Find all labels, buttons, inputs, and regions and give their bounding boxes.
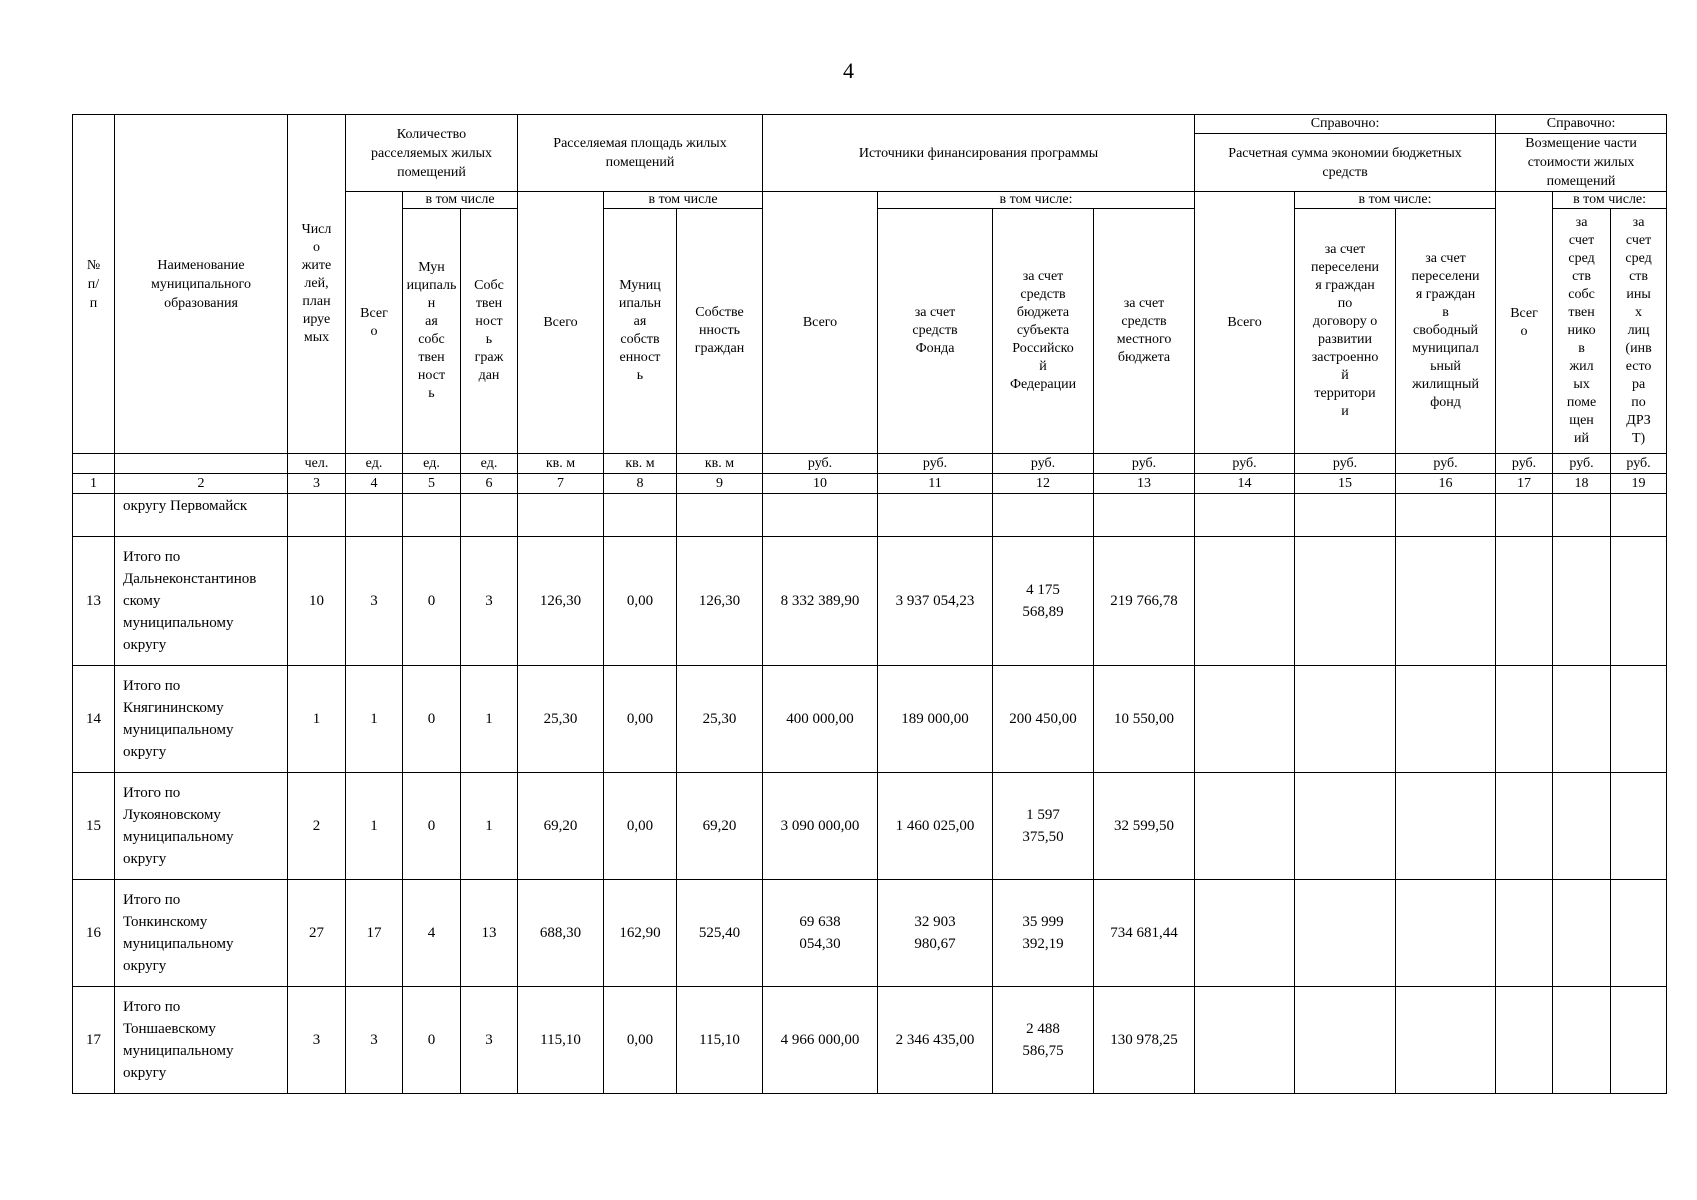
municipality-name: Итого по Княгининскому муниципальному округу: [115, 666, 288, 773]
cell-units-priv: 3: [461, 537, 518, 666]
header-ref2: Справочно:: [1496, 115, 1667, 134]
empty-cell: [1611, 666, 1667, 773]
empty-cell: [1295, 773, 1396, 880]
cell-area-priv: 525,40: [677, 880, 763, 987]
table-row: [73, 880, 1667, 987]
cell-residents: 1: [288, 666, 346, 773]
empty-cell: [1295, 880, 1396, 987]
unit-cell: руб.: [878, 454, 993, 474]
header-c6: Собс твен ност ь граж дан: [461, 209, 518, 454]
cell-area-total: 688,30: [518, 880, 604, 987]
unit-cell: чел.: [288, 454, 346, 474]
unit-cell: руб.: [1396, 454, 1496, 474]
unit-cell: [115, 454, 288, 474]
header-c8: Муниц ипальн ая собств енност ь: [604, 209, 677, 454]
empty-cell: [1396, 666, 1496, 773]
cell-fin-total: 8 332 389,90: [763, 537, 878, 666]
table-row: [73, 773, 1667, 880]
header-c7: Всего: [518, 192, 604, 454]
header-c14: Всего: [1195, 192, 1295, 454]
cell-units-mun: 4: [403, 880, 461, 987]
program-table: [72, 114, 1667, 1094]
cell-fin-fund: 32 903 980,67: [878, 880, 993, 987]
cell-num: 17: [73, 987, 115, 1094]
empty-cell: [1496, 666, 1553, 773]
cell-fin-region: 200 450,00: [993, 666, 1094, 773]
cell-fin-local: 734 681,44: [1094, 880, 1195, 987]
cell-residents: 2: [288, 773, 346, 880]
header-c5: Мун иципальн ая собс твен ност ь: [403, 209, 461, 454]
header-c17: Всег о: [1496, 192, 1553, 454]
cell-area-priv: 25,30: [677, 666, 763, 773]
cell-residents: 3: [288, 987, 346, 1094]
unit-cell: руб.: [1611, 454, 1667, 474]
header-num: № п/ п: [73, 115, 115, 454]
cell-units-mun: 0: [403, 773, 461, 880]
empty-cell: [1195, 537, 1295, 666]
cell-fin-local: 130 978,25: [1094, 987, 1195, 1094]
cell-fin-local: 10 550,00: [1094, 666, 1195, 773]
empty-cell: [1611, 880, 1667, 987]
cell-area-mun: 0,00: [604, 537, 677, 666]
header-finance-incl: в том числе:: [878, 192, 1195, 209]
column-number: 2: [115, 474, 288, 494]
column-number: 3: [288, 474, 346, 494]
table-row: [73, 987, 1667, 1094]
cell-area-total: 115,10: [518, 987, 604, 1094]
header-c16: за счет переселени я граждан в свободный муниципал ьный жилищный фонд: [1396, 209, 1496, 454]
cell-num: 14: [73, 666, 115, 773]
empty-cell: [1496, 880, 1553, 987]
header-c19: за счет сред ств ины х лиц (инв есто ра по ДРЗ Т): [1611, 209, 1667, 454]
cell-area-mun: 0,00: [604, 987, 677, 1094]
header-count-incl: в том числе: [403, 192, 518, 209]
column-number: 19: [1611, 474, 1667, 494]
cell-fin-fund: 3 937 054,23: [878, 537, 993, 666]
unit-cell: руб.: [1195, 454, 1295, 474]
empty-cell: [1195, 987, 1295, 1094]
empty-cell: [1496, 987, 1553, 1094]
cell-fin-region: 1 597 375,50: [993, 773, 1094, 880]
cell-units-total: 3: [346, 987, 403, 1094]
empty-cell: [1611, 987, 1667, 1094]
cell-fin-region: 35 999 392,19: [993, 880, 1094, 987]
cell-num: 16: [73, 880, 115, 987]
header-compensation-incl: в том числе:: [1553, 192, 1667, 209]
empty-cell: [1295, 987, 1396, 1094]
header-name: Наименование муниципального образования: [115, 115, 288, 454]
cell-area-mun: 0,00: [604, 773, 677, 880]
cell-area-priv: 115,10: [677, 987, 763, 1094]
unit-cell: руб.: [1094, 454, 1195, 474]
header-ref1: Справочно:: [1195, 115, 1496, 134]
empty-cell: [1553, 537, 1611, 666]
cell-units-total: 3: [346, 537, 403, 666]
column-number: 10: [763, 474, 878, 494]
cell-area-mun: 0,00: [604, 666, 677, 773]
page-number: 4: [843, 58, 854, 83]
municipality-name: Итого по Тоншаевскому муниципальному округу: [115, 987, 288, 1094]
municipality-name: Итого по Дальнеконстантинов скому муниципальному округу: [115, 537, 288, 666]
unit-cell: кв. м: [604, 454, 677, 474]
cell-num: 15: [73, 773, 115, 880]
table-row: [73, 666, 1667, 773]
header-c4: Всег о: [346, 192, 403, 454]
empty-cell: [1396, 773, 1496, 880]
empty-cell: [1396, 537, 1496, 666]
column-number: 13: [1094, 474, 1195, 494]
empty-cell: [1611, 773, 1667, 880]
unit-cell: кв. м: [677, 454, 763, 474]
cell-units-mun: 0: [403, 666, 461, 773]
cell-fin-region: 4 175 568,89: [993, 537, 1094, 666]
cell-units-total: 17: [346, 880, 403, 987]
units-row: [73, 454, 1667, 474]
cell-fin-total: 4 966 000,00: [763, 987, 878, 1094]
column-number: 16: [1396, 474, 1496, 494]
data-rows: [73, 537, 1667, 1094]
municipality-name: Итого по Тонкинскому муниципальному округу: [115, 880, 288, 987]
cell-fin-fund: 189 000,00: [878, 666, 993, 773]
municipality-name: округу Первомайск: [115, 494, 288, 537]
cell-area-total: 69,20: [518, 773, 604, 880]
column-number: 7: [518, 474, 604, 494]
header-group-count: Количество расселяемых жилых помещений: [346, 115, 518, 192]
cell-units-mun: 0: [403, 987, 461, 1094]
table-row: [73, 537, 1667, 666]
empty-cell: [1295, 666, 1396, 773]
cell-units-total: 1: [346, 773, 403, 880]
header-c15: за счет переселени я граждан по договору о развитии застроенно й территори и: [1295, 209, 1396, 454]
cell-residents: 10: [288, 537, 346, 666]
unit-cell: ед.: [403, 454, 461, 474]
header-group-compensation: Возмещение части стоимости жилых помещений: [1496, 134, 1667, 192]
unit-cell: руб.: [1553, 454, 1611, 474]
empty-cell: [1553, 666, 1611, 773]
empty-cell: [1195, 773, 1295, 880]
column-number: 18: [1553, 474, 1611, 494]
empty-cell: [1396, 880, 1496, 987]
table-row-continuation: [73, 494, 1667, 537]
cell-units-total: 1: [346, 666, 403, 773]
cell-fin-local: 219 766,78: [1094, 537, 1195, 666]
unit-cell: ед.: [346, 454, 403, 474]
column-number: 5: [403, 474, 461, 494]
header-group-economy: Расчетная сумма экономии бюджетных средств: [1195, 134, 1496, 192]
header-c13: за счет средств местного бюджета: [1094, 209, 1195, 454]
column-number: 8: [604, 474, 677, 494]
column-number: 14: [1195, 474, 1295, 494]
empty-cell: [1553, 773, 1611, 880]
empty-cell: [1295, 537, 1396, 666]
header-group-area: Расселяемая площадь жилых помещений: [518, 115, 763, 192]
header-c10: Всего: [763, 192, 878, 454]
column-numbers-row: [73, 474, 1667, 494]
unit-cell: руб.: [1496, 454, 1553, 474]
cell-fin-fund: 2 346 435,00: [878, 987, 993, 1094]
unit-cell: [73, 454, 115, 474]
header-c12: за счет средств бюджета субъекта Российско й Федерации: [993, 209, 1094, 454]
cell-area-total: 25,30: [518, 666, 604, 773]
header-c9: Собстве нность граждан: [677, 209, 763, 454]
header-c18: за счет сред ств собс твен нико в жил ых поме щен ий: [1553, 209, 1611, 454]
header-c11: за счет средств Фонда: [878, 209, 993, 454]
cell-area-mun: 162,90: [604, 880, 677, 987]
empty-cell: [1496, 537, 1553, 666]
column-number: 1: [73, 474, 115, 494]
unit-cell: руб.: [1295, 454, 1396, 474]
unit-cell: ед.: [461, 454, 518, 474]
cell-units-mun: 0: [403, 537, 461, 666]
column-number: 17: [1496, 474, 1553, 494]
cell-fin-total: 3 090 000,00: [763, 773, 878, 880]
cell-residents: 27: [288, 880, 346, 987]
column-number: 11: [878, 474, 993, 494]
cell-fin-region: 2 488 586,75: [993, 987, 1094, 1094]
header-group-finance: Источники финансирования программы: [763, 115, 1195, 192]
empty-cell: [1396, 987, 1496, 1094]
cell-units-priv: 13: [461, 880, 518, 987]
municipality-name: Итого по Лукояновскому муниципальному округу: [115, 773, 288, 880]
cell-fin-total: 400 000,00: [763, 666, 878, 773]
unit-cell: кв. м: [518, 454, 604, 474]
cell-fin-total: 69 638 054,30: [763, 880, 878, 987]
cell-fin-local: 32 599,50: [1094, 773, 1195, 880]
empty-cell: [1195, 880, 1295, 987]
column-number: 12: [993, 474, 1094, 494]
header-economy-incl: в том числе:: [1295, 192, 1496, 209]
empty-cell: [1611, 537, 1667, 666]
unit-cell: руб.: [993, 454, 1094, 474]
cell-fin-fund: 1 460 025,00: [878, 773, 993, 880]
empty-cell: [1553, 880, 1611, 987]
cell-units-priv: 3: [461, 987, 518, 1094]
column-number: 9: [677, 474, 763, 494]
empty-cell: [1496, 773, 1553, 880]
cell-area-priv: 69,20: [677, 773, 763, 880]
column-number: 15: [1295, 474, 1396, 494]
cell-area-priv: 126,30: [677, 537, 763, 666]
cell-num: 13: [73, 537, 115, 666]
empty-cell: [1195, 666, 1295, 773]
header-area-incl: в том числе: [604, 192, 763, 209]
column-number: 4: [346, 474, 403, 494]
header-residents: Числ о жите лей, план ируе мых: [288, 115, 346, 454]
cell-area-total: 126,30: [518, 537, 604, 666]
cell-units-priv: 1: [461, 666, 518, 773]
cell-units-priv: 1: [461, 773, 518, 880]
column-number: 6: [461, 474, 518, 494]
unit-cell: руб.: [763, 454, 878, 474]
empty-cell: [1553, 987, 1611, 1094]
